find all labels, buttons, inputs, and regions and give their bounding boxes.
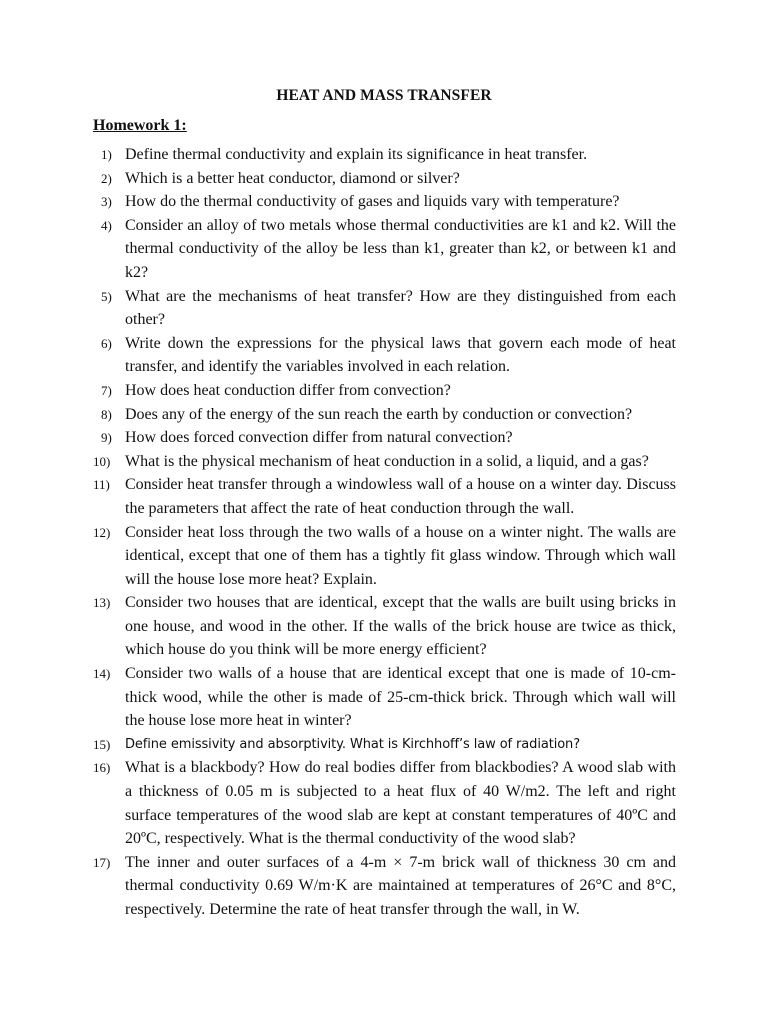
question-item-14	[93, 662, 676, 733]
question-text: Define thermal conductivity and explain its significance in heat transfer.	[125, 146, 588, 163]
question-item-8	[93, 403, 676, 427]
question-item-11	[93, 473, 676, 520]
question-number: 4)	[101, 217, 112, 233]
question-item-6	[93, 332, 676, 379]
question-text: Consider heat loss through the two walls of a house on a winter night. The walls are identical, except that one of them has a tightly fit glass window. Through which wall will the house lose more heat? Explain.	[125, 523, 676, 588]
question-item-1	[93, 143, 676, 167]
question-item-9	[93, 426, 676, 450]
question-list	[93, 143, 676, 922]
question-text: What is the physical mechanism of heat conduction in a solid, a liquid, and a gas?	[125, 452, 649, 470]
question-item-15	[93, 733, 676, 757]
question-number: 10)	[93, 453, 111, 469]
question-text: Write down the expressions for the physical laws that govern each mode of heat transfer, and identify the variables involved in each relation.	[125, 334, 676, 376]
question-item-10	[93, 450, 676, 474]
question-item-4	[93, 214, 676, 285]
question-item-2	[93, 167, 676, 191]
question-number: 16)	[93, 760, 111, 776]
question-number: 9)	[101, 430, 112, 446]
question-text: Does any of the energy of the sun reach the earth by conduction or convection?	[125, 405, 633, 423]
question-number: 5)	[101, 288, 112, 304]
question-text: How do the thermal conductivity of gases and liquids vary with temperature?	[125, 193, 620, 211]
question-text: Consider heat transfer through a windowless wall of a house on a winter day. Discuss the parameters that affect the rate of heat conduction through the wall.	[125, 476, 676, 517]
question-number: 2)	[101, 170, 112, 186]
question-number: 13)	[93, 595, 111, 611]
question-text: Define emissivity and absorptivity. What is Kirchhoff’s law of radiation?	[125, 736, 580, 752]
question-text: Consider two houses that are identical, except that the walls are built using bricks in one house, and wood in the other. If the walls of the brick house are twice as thick, which house do you think will be more energy efficient?	[125, 594, 676, 659]
question-item-12	[93, 521, 676, 592]
question-item-5	[93, 285, 676, 332]
question-item-3	[93, 190, 676, 214]
question-number: 15)	[93, 736, 111, 752]
question-text: What is a blackbody? How do real bodies differ from blackbodies? A wood slab with a thickness of 0.05 m is subjected to a heat flux of 40 W/m2. The left and right surface temperatures of the wood slab are kept at constant temperatures of 40ºC and 20ºC, respectively. What is the thermal conductivity of the wood slab?	[125, 759, 676, 848]
question-number: 17)	[93, 854, 111, 870]
question-number: 6)	[101, 335, 112, 351]
question-number: 8)	[101, 406, 112, 422]
question-text: How does forced convection differ from natural convection?	[125, 429, 513, 447]
question-text: Which is a better heat conductor, diamond or silver?	[125, 169, 460, 187]
question-number: 12)	[93, 524, 111, 540]
question-item-7	[93, 379, 676, 403]
question-number: 3)	[101, 194, 112, 210]
question-number: 11)	[93, 477, 110, 493]
question-number: 7)	[101, 382, 112, 398]
question-number: 1)	[101, 147, 112, 162]
question-number: 14)	[93, 666, 111, 682]
question-text: What are the mechanisms of heat transfer? How are they distinguished from each other?	[125, 287, 676, 329]
document-title: HEAT AND MASS TRANSFER	[276, 87, 492, 104]
homework-heading: Homework 1:	[93, 117, 187, 134]
question-text: The inner and outer surfaces of a 4-m × 7-m brick wall of thickness 30 cm and thermal conductivity 0.69 W/m·K are maintained at temperatures of 26°C and 8°C, respectively. Determine the rate of heat transfer through the wall, in W.	[125, 853, 676, 918]
question-text: Consider an alloy of two metals whose thermal conductivities are k1 and k2. Will the thermal conductivity of the alloy be less than k1, greater than k2, or between k1 and k2?	[125, 216, 676, 281]
question-item-16	[93, 756, 676, 850]
question-text: Consider two walls of a house that are identical except that one is made of 10-cm-thick wood, while the other is made of 25-cm-thick brick. Through which wall will the house lose more heat in winter?	[125, 665, 676, 730]
question-text: How does heat conduction differ from convection?	[125, 381, 451, 399]
question-item-17	[93, 851, 676, 922]
question-item-13	[93, 591, 676, 662]
